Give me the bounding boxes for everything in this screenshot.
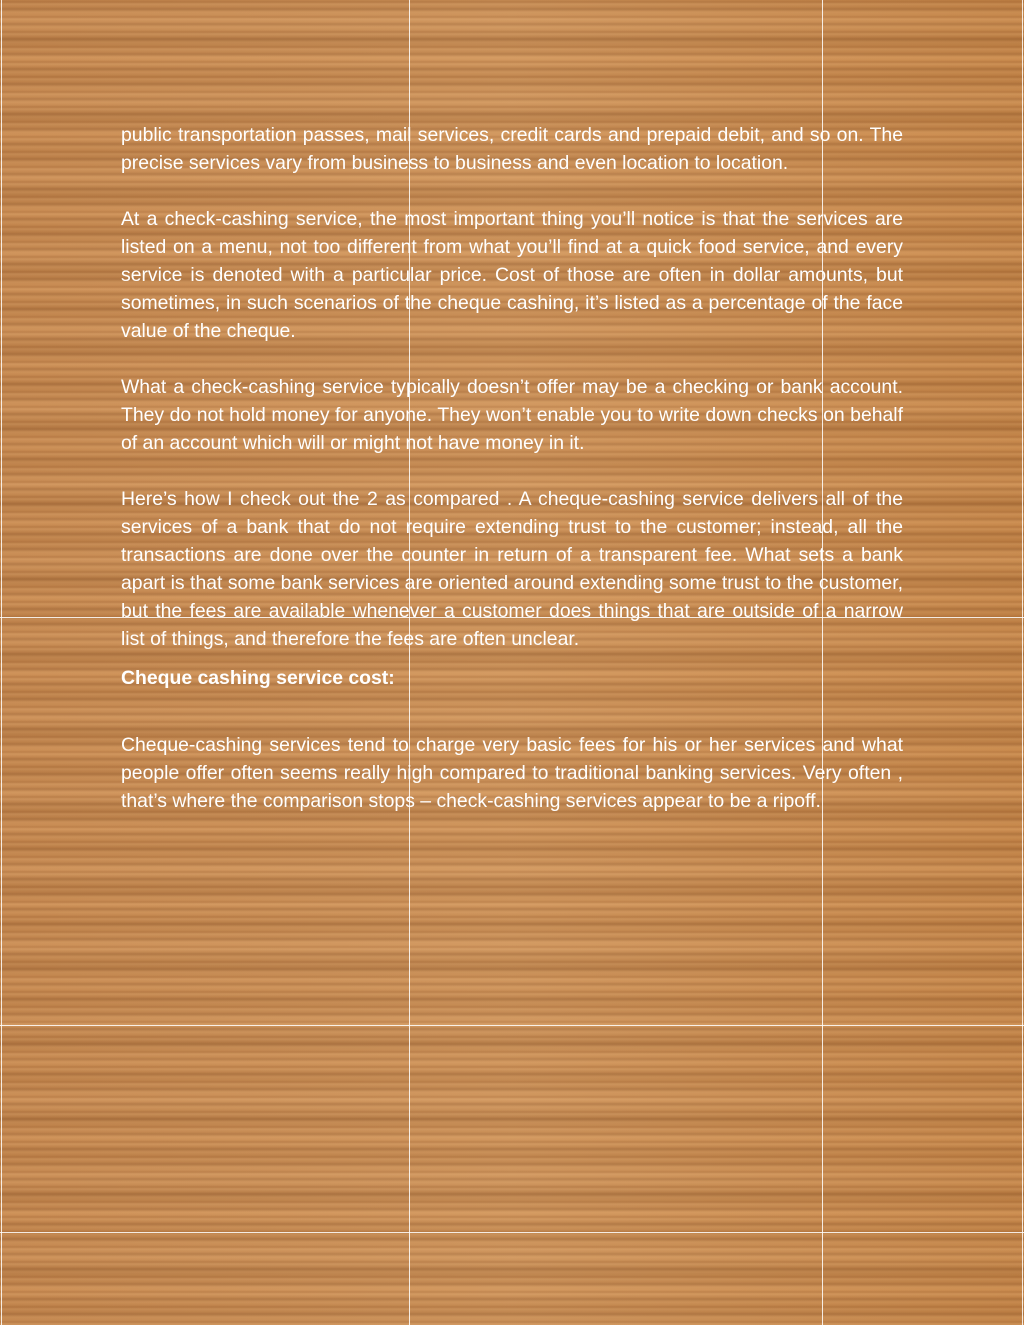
paragraph-fees: Cheque-cashing services tend to charge very basic fees for his or her services and what people offer often seems really high compared to traditional banking services. Very often , that’s where the comparison stops – check-cashing services appear to be a ripoff.: [121, 734, 903, 812]
section-heading: Cheque cashing service cost:: [121, 667, 395, 689]
paragraph-menu-pricing: At a check-cashing service, the most important thing you’ll notice is that the services are listed on a menu, not too different from what you’ll find at a quick food service, and every service is denoted with a particular price. Cost of those are often in dollar amounts, but sometimes, in such scenarios of the cheque cashing, it’s listed as a percentage of the face value of the cheque.: [121, 208, 903, 342]
grid-line-right: [1022, 0, 1023, 1325]
document-body: [121, 121, 903, 843]
paragraph-services-list: public transportation passes, mail services, credit cards and prepaid debit, and so on. The precise services vary from business to business and even location to location.: [121, 124, 903, 174]
grid-line-row-2: [0, 1025, 1024, 1026]
paragraph-no-accounts: What a check-cashing service typically doesn’t offer may be a checking or bank account. They do not hold money for anyone. They won’t enable you to write down checks on behalf of an account which will or might not have money in it.: [121, 376, 903, 454]
grid-line-row-3: [0, 1232, 1024, 1233]
grid-line-left: [1, 0, 2, 1325]
paragraph-comparison: Here’s how I check out the 2 as compared . A cheque-cashing service delivers all of the services of a bank that do not require extending trust to the customer; instead, all the transactions are done over the counter in return of a transparent fee. What sets a bank apart is that some bank services are oriented around extending some trust to the customer, but the fees are available whenever a customer does things that are outside of a narrow list of things, and therefore the fees are often unclear.: [121, 488, 903, 650]
